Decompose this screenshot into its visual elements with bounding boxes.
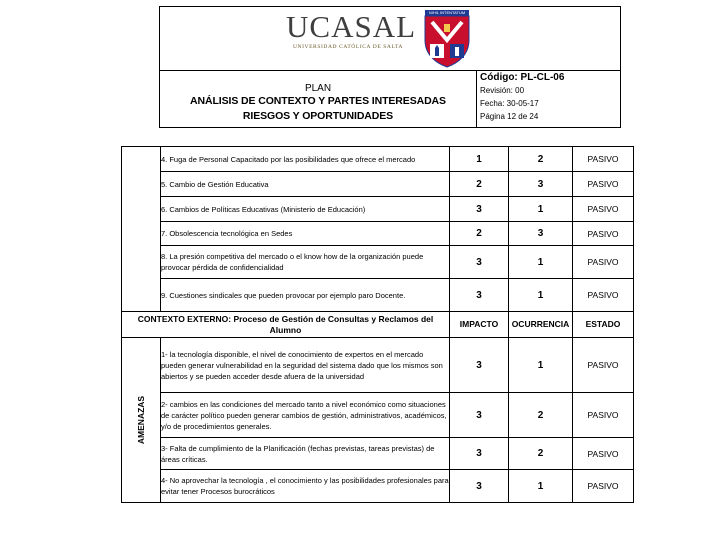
table-row [122, 172, 634, 197]
risk-description: 5. Cambio de Gestión Educativa [161, 172, 450, 197]
occurrence-value: 3 [509, 222, 573, 246]
status-value: PASIVO [573, 438, 634, 470]
impact-column-header: IMPACTO [450, 312, 509, 338]
impact-value: 3 [450, 338, 509, 393]
doc-title-line1: ANÁLISIS DE CONTEXTO Y PARTES INTERESADAS [190, 95, 446, 107]
doc-code: Código: PL-CL-06 [480, 72, 565, 83]
logo-band [160, 7, 620, 71]
impact-value: 3 [450, 438, 509, 470]
table-row [122, 279, 634, 312]
occurrence-value: 1 [509, 470, 573, 503]
table-row [122, 246, 634, 279]
impact-value: 2 [450, 172, 509, 197]
status-value: PASIVO [573, 338, 634, 393]
risk-description: 6. Cambios de Políticas Educativas (Ministerio de Educación) [161, 197, 450, 222]
document-header [159, 6, 621, 128]
impact-value: 3 [450, 246, 509, 279]
impact-value: 3 [450, 279, 509, 312]
table-row [122, 393, 634, 438]
impact-value: 3 [450, 470, 509, 503]
impact-value: 2 [450, 222, 509, 246]
shield-motto: NIHIL INTENTATUM [428, 10, 466, 15]
risk-description: 9. Cuestiones sindicales que pueden provocar por ejemplo paro Docente. [161, 279, 450, 312]
risk-table [121, 146, 634, 503]
doc-title-line2: RIESGOS Y OPORTUNIDADES [242, 110, 394, 122]
status-value: PASIVO [573, 246, 634, 279]
threat-description: 2- cambios en las condiciones del mercado tanto a nivel económico como situaciones de carácter político pueden generar cambios de gestión, administrativos, académicos, y/o de procedimientos generales. [161, 393, 450, 438]
brand-logo [286, 9, 417, 50]
occurrence-value: 1 [509, 279, 573, 312]
doc-page: Página 12 de 24 [480, 112, 539, 121]
internal-side-cell [122, 147, 161, 312]
status-value: PASIVO [573, 197, 634, 222]
document-meta-block [480, 72, 620, 123]
table-row [122, 197, 634, 222]
risk-description: 7. Obsolescencia tecnológica en Sedes [161, 222, 450, 246]
occurrence-value: 1 [509, 197, 573, 222]
threat-description: 3- Falta de cumplimiento de la Planificación (fechas previstas, tareas previstas) de áreas críticas. [161, 438, 450, 470]
impact-value: 3 [450, 393, 509, 438]
external-context-heading: CONTEXTO EXTERNO: Proceso de Gestión de Consultas y Reclamos del Alumno [122, 312, 450, 338]
risk-description: 4. Fuga de Personal Capacitado por las posibilidades que ofrece el mercado [161, 147, 450, 172]
status-value: PASIVO [573, 222, 634, 246]
status-column-header: ESTADO [573, 312, 634, 338]
occurrence-value: 2 [509, 393, 573, 438]
threat-description: 1- la tecnología disponible, el nivel de conocimiento de expertos en el mercado pueden generar vulnerabilidad en la seguridad del sistema dado que los mismos son abiertos y se pueden acceder desde afuera de la universidad [161, 338, 450, 393]
table-row [122, 438, 634, 470]
table-row [122, 147, 634, 172]
document-title-block [160, 70, 477, 127]
university-shield-icon [422, 10, 472, 68]
status-value: PASIVO [573, 279, 634, 312]
table-row [122, 338, 634, 393]
impact-value: 1 [450, 147, 509, 172]
table-row [122, 470, 634, 503]
occurrence-column-header: OCURRENCIA [509, 312, 573, 338]
doc-revision: Revisión: 00 [480, 86, 525, 95]
brand-subtitle: UNIVERSIDAD CATÓLICA DE SALTA [292, 44, 404, 50]
table-row [122, 222, 634, 246]
impact-value: 3 [450, 197, 509, 222]
occurrence-value: 2 [509, 438, 573, 470]
status-value: PASIVO [573, 393, 634, 438]
status-value: PASIVO [573, 147, 634, 172]
threat-description: 4- No aprovechar la tecnología , el conocimiento y las posibilidades profesionales para evitar tener Procesos burocráticos [161, 470, 450, 503]
external-header-row [122, 312, 634, 338]
brand-name: UCASAL [286, 9, 417, 44]
occurrence-value: 1 [509, 338, 573, 393]
occurrence-value: 3 [509, 172, 573, 197]
status-value: PASIVO [573, 172, 634, 197]
risk-description: 8. La presión competitiva del mercado o el know how de la organización puede provocar pérdida de confidencialidad [161, 246, 450, 279]
threats-label: AMENAZAS [136, 395, 146, 445]
doc-date: Fecha: 30-05-17 [480, 99, 539, 108]
threats-side-cell [122, 338, 161, 503]
occurrence-value: 2 [509, 147, 573, 172]
doc-type: PLAN [304, 83, 332, 94]
status-value: PASIVO [573, 470, 634, 503]
occurrence-value: 1 [509, 246, 573, 279]
